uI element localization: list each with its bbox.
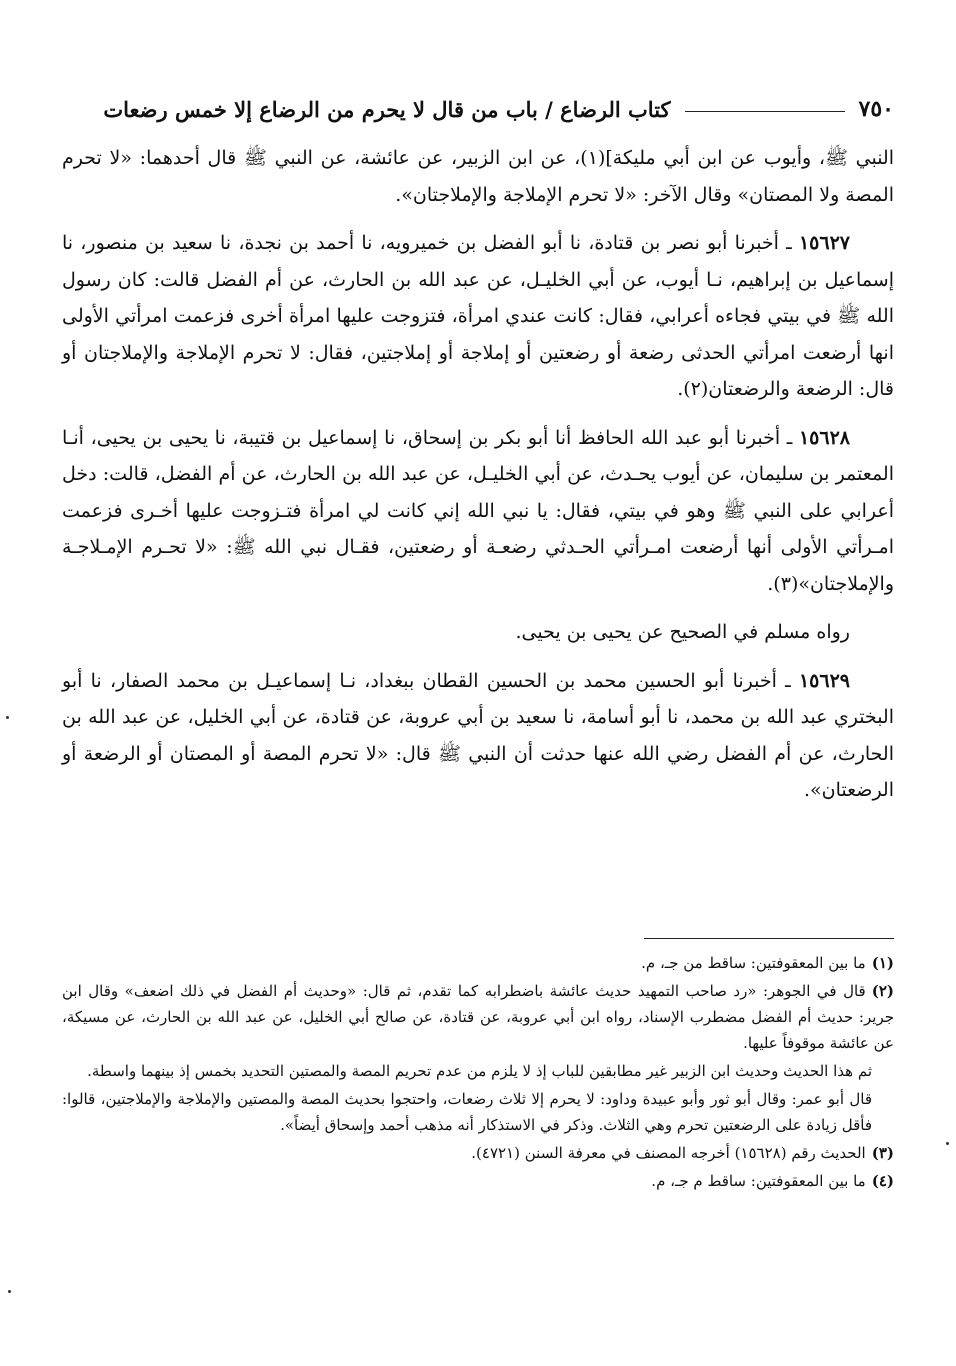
- footnote-number: (٣): [871, 1144, 894, 1162]
- footnote: [62, 1168, 894, 1194]
- footnote-text: الحديث رقم (١٥٦٢٨) أخرجه المصنف في معرفة السنن (٤٧٢١).: [471, 1144, 866, 1162]
- running-title: كتاب الرضاع / باب من قال لا يحرم من الرضاع إلا خمس رضعات: [103, 96, 671, 122]
- footnote-continuation: [62, 1086, 894, 1138]
- footnote: [62, 1140, 894, 1166]
- page-number: ٧٥٠: [858, 96, 894, 122]
- footnote-text: ما بين المعقوفتين: ساقط م جـ، م.: [651, 1172, 866, 1190]
- paragraph-text: النبي ﷺ، وأيوب عن ابن أبي مليكة](١)، عن ابن الزبير، عن عائشة، عن النبي ﷺ قال أحدهما: «لا تحرم المصة ولا المصتان» وقال الآخر: «لا تحرم الإملاجة والإملاجتان».: [62, 147, 895, 206]
- footnote-number: (١): [871, 954, 894, 972]
- footnote-text: قال أبو عمر: وقال أبو ثور وأبو عبيدة وداود: لا يحرم إلا ثلاث رضعات، واحتجوا بحديث المصة والمصتين والإملاجة والإملاجتين، قالوا: فأقل زيادة على الرضعتين تحرم وهي الثلاث. وذكر في الاستذكار أنه مذهب أحمد وإسحاق أيضاً».: [62, 1090, 872, 1134]
- hadith-number: ١٥٦٢٨: [798, 426, 850, 449]
- paragraph-text: ـ أخبرنا أبو الحسين محمد بن الحسين القطان ببغداد، نـا إسماعيـل بن محمد الصفار، نا أبو البختري عبد الله بن محمد، نا أبو أسامة، نا سعيد بن أبي عروبة، عن قتادة، عن أبي الخليل، عن عبد الله بن الحارث، عن أم الفضل رضي الله عنها حدثت أن النبي ﷺ قال: «لا تحرم المصة أو المصتان أو الرضعة أو الرضعتان».: [62, 669, 894, 801]
- hadith-paragraph: [62, 420, 894, 603]
- footnote: [62, 978, 894, 1056]
- scan-speck: [946, 1142, 949, 1145]
- footnote-separator: [644, 938, 894, 939]
- scan-speck: [6, 716, 9, 719]
- paragraph-text: ـ أخبرنا أبو عبد الله الحافظ أنا أبو بكر بن إسحاق، نا إسماعيل بن قتيبة، نا يحيى بن يحيى، أنـا المعتمر بن سليمان، عن أيوب يحـدث، عن أبي الخليـل، عن عبد الله بن الحارث، عن أم الفضل، قالت: دخل أعرابي على النبي ﷺ وهو في بيتي، فقال: يا نبي الله إني كانت لي امرأة فتـزوجت عليها أخـرى فزعمت امـرأتي الأولى أنها أرضعت امـرأتي الحـدثي رضعـة أو رضعتين، فقـال نبي الله ﷺ: «لا تحـرم الإمـلاجـة والإملاجتان»(٣).: [62, 426, 894, 595]
- paragraph: [62, 614, 894, 651]
- hadith-paragraph: [62, 225, 894, 408]
- main-text: [62, 140, 894, 821]
- footnote-continuation: [62, 1058, 894, 1084]
- footnote-number: (٤): [871, 1172, 894, 1190]
- paragraph: [62, 140, 894, 213]
- page-header: [62, 92, 894, 126]
- scan-speck: [8, 1290, 11, 1293]
- footnotes: [62, 950, 894, 1196]
- footnote: [62, 950, 894, 976]
- footnote-number: (٢): [871, 982, 894, 1000]
- footnote-text: ثم هذا الحديث وحديث ابن الزبير غير مطابقين للباب إذ لا يلزم من عدم تحريم المصة والمصتين التحديد بخمس إذ بينهما واسطة.: [87, 1062, 872, 1080]
- footnote-text: قال في الجوهر: «رد صاحب التمهيد حديث عائشة باضطرابه كما تقدم، ثم قال: «وحديث أم الفضل في ذلك اضعف» وقال ابن جرير: حديث أم الفضل مضطرب الإسناد، رواه ابن أبي عروبة، عن قتادة، عن صالح أبي الخليل، عن عبد الله بن الحارث، عن مسيكة، عن عائشة موقوفاً عليها.: [62, 982, 894, 1052]
- hadith-paragraph: [62, 663, 894, 809]
- paragraph-text: ـ أخبرنا أبو نصر بن قتادة، نا أبو الفضل بن خميرويه، نا أحمد بن نجدة، نا سعيد بن منصور، نا إسماعيل بن إبراهيم، نـا أيوب، عن أبي الخليـل، عن عبد الله بن الحارث، عن أم الفضل قالت: كان رسول الله ﷺ في بيتي فجاءه أعرابي، فقال: كانت عندي امرأة، فتزوجت عليها امرأة أخرى فزعمت امرأتي الأولى انها أرضعت امرأتي الحدثى رضعة أو رضعتين أو إملاجة أو إملاجتين، فقال: لا تحرم الإملاجة والإملاجتان أو قال: الرضعة والرضعتان(٢).: [62, 232, 894, 400]
- hadith-number: ١٥٦٢٧: [798, 232, 850, 254]
- footnote-text: ما بين المعقوفتين: ساقط من جـ، م.: [641, 954, 866, 972]
- header-rule: [685, 111, 845, 112]
- hadith-number: ١٥٦٢٩: [798, 669, 850, 692]
- paragraph-text: رواه مسلم في الصحيح عن يحيى بن يحيى.: [515, 621, 850, 643]
